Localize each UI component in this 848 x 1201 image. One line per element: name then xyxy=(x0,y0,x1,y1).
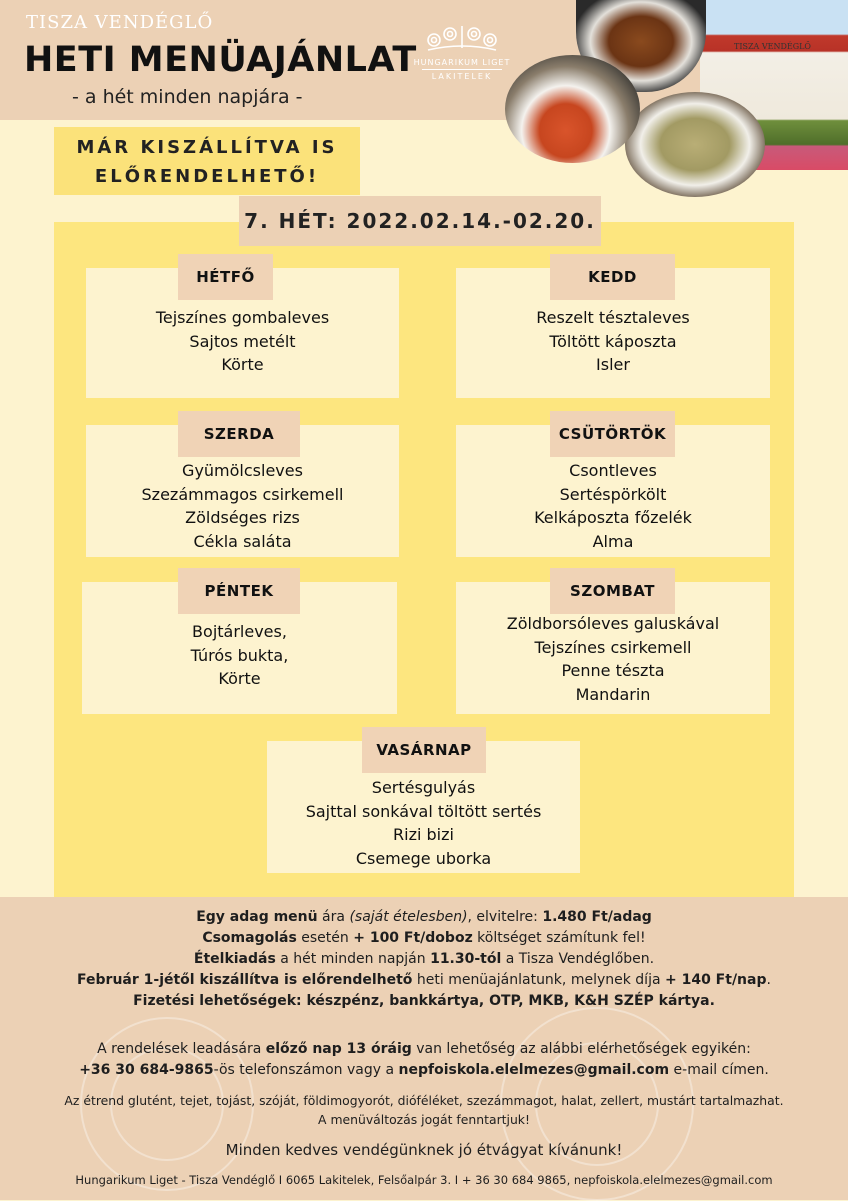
menu-item: Sajtos metélt xyxy=(189,331,296,351)
ornament-icon xyxy=(422,22,502,56)
serving-line: Ételkiadás a hét minden napján 11.30-tól a Tisza Vendéglőben. xyxy=(193,951,655,967)
delivery-line: Február 1-jétől kiszállítva is előrendelhető heti menüajánlatunk, melynek díja + 140 Ft/nap. xyxy=(77,972,771,988)
week-label: 7. HÉT: 2022.02.14.-02.20. xyxy=(239,196,601,246)
hungarikum-liget-logo xyxy=(410,22,514,92)
menu-item: Mandarin xyxy=(575,684,651,704)
menu-item: Alma xyxy=(592,531,634,551)
day-label-monday: HÉTFŐ xyxy=(178,254,273,300)
allergen-notice: Az étrend glutént, tejet, tojást, szóját, földimogyorót, dióféléket, szezámmagot, halat, zellert, mustárt tartalmazhat. xyxy=(64,1093,784,1108)
price-line: Egy adag menü ára (saját ételesben), elvitelre: 1.480 Ft/adag xyxy=(196,909,652,925)
logo-divider xyxy=(422,69,502,70)
page-title: HETI MENÜAJÁNLAT xyxy=(24,40,417,80)
menu-item: Szezámmagos csirkemell xyxy=(141,484,344,504)
order-deadline-line: A rendelések leadására előző nap 13 óráig van lehetőség az alábbi elérhetőségek egyikén: xyxy=(97,1041,751,1057)
menu-item: Isler xyxy=(596,355,630,374)
greeting-line: Minden kedves vendégünknek jó étvágyat kívánunk! xyxy=(225,1141,623,1159)
phone-number: +36 30 684-9865 xyxy=(79,1062,214,1078)
menu-item: Túrós bukta, xyxy=(190,645,289,665)
promo-line-1: MÁR KISZÁLLÍTVA IS xyxy=(76,137,338,158)
day-label-sunday: VASÁRNAP xyxy=(362,727,486,773)
menu-item: Töltött káposzta xyxy=(549,331,677,351)
menu-item: Gyümölcsleves xyxy=(182,461,303,480)
day-label-friday: PÉNTEK xyxy=(178,568,300,614)
menu-item: Tejszínes csirkemell xyxy=(534,637,692,657)
menu-item: Rizi bizi xyxy=(393,825,454,844)
menu-item: Zöldborsóleves galuskával xyxy=(506,614,720,633)
day-label-wednesday: SZERDA xyxy=(178,411,300,457)
menu-change-notice: A menüváltozás jogát fenntartjuk! xyxy=(318,1112,530,1127)
menu-item: Körte xyxy=(218,669,261,688)
logo-text-2: LAKITELEK xyxy=(431,72,493,81)
packaging-line: Csomagolás esetén + 100 Ft/doboz költséget számítunk fel! xyxy=(202,930,646,946)
menu-item: Bojtárleves, xyxy=(192,622,287,641)
menu-item: Sertéspörkölt xyxy=(559,484,667,504)
logo-text-1: HUNGARIKUM LIGET xyxy=(413,58,511,67)
soup-dish-photo xyxy=(625,92,765,197)
email-address: nepfoiskola.elelmezes@gmail.com xyxy=(398,1062,670,1078)
menu-item: Csontleves xyxy=(569,461,657,480)
pasta-dish-photo xyxy=(505,55,640,163)
menu-item: Kelkáposzta főzelék xyxy=(534,508,692,527)
day-label-tuesday: KEDD xyxy=(550,254,675,300)
day-label-saturday: SZOMBAT xyxy=(550,568,675,614)
building-sign: TISZA VENDÉGLŐ xyxy=(734,42,811,51)
info-section xyxy=(0,897,848,1200)
day-label-thursday: CSÜTÖRTÖK xyxy=(550,411,675,457)
page-subtitle: - a hét minden napjára - xyxy=(72,86,303,108)
menu-item: Reszelt tésztaleves xyxy=(536,308,690,327)
menu-item: Cékla saláta xyxy=(193,531,292,551)
restaurant-name: TISZA VENDÉGLŐ xyxy=(26,12,214,33)
menu-item: Körte xyxy=(221,355,264,374)
menu-item: Tejszínes gombaleves xyxy=(155,308,330,327)
menu-item: Csemege uborka xyxy=(355,848,492,868)
menu-item: Sajttal sonkával töltött sertés xyxy=(305,801,542,821)
contact-line: +36 30 684-9865-ös telefonszámon vagy a nepfoiskola.elelmezes@gmail.com e-mail címen. xyxy=(79,1062,769,1078)
payment-line: Fizetési lehetőségek: készpénz, bankkártya, OTP, MKB, K&H SZÉP kártya. xyxy=(133,993,715,1009)
promo-line-2: ELŐRENDELHETŐ! xyxy=(94,166,320,187)
footer-address: Hungarikum Liget - Tisza Vendéglő I 6065 Lakitelek, Felsőalpár 3. I + 36 30 684 9865, nepfoiskola.elelmezes@gmail.com xyxy=(75,1173,773,1187)
menu-item: Zöldséges rizs xyxy=(185,508,300,527)
photo-collage xyxy=(500,0,848,200)
delivery-promo-banner xyxy=(54,127,360,195)
menu-item: Penne tészta xyxy=(561,661,665,680)
menu-item: Sertésgulyás xyxy=(371,778,476,797)
